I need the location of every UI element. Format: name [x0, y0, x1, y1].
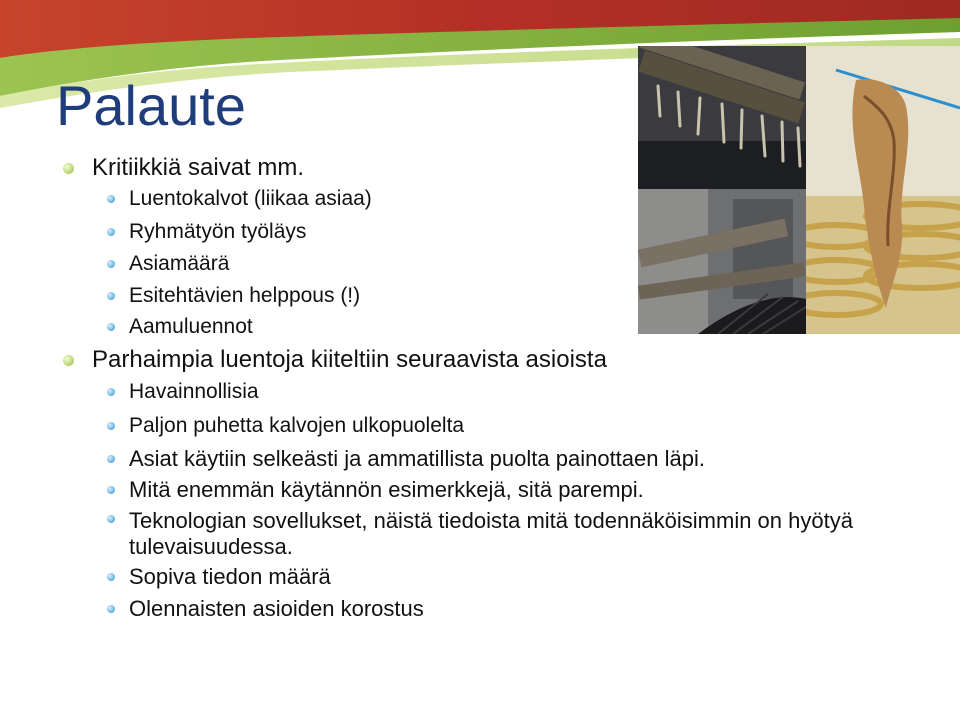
bullet-item: Sopiva tiedon määrä [129, 566, 331, 588]
bullet-item: Parhaimpia luentoja kiiteltiin seuraavista asioista [92, 348, 607, 372]
bullet-item: Asiat käytiin selkeästi ja ammatillista puolta painottaen läpi. [129, 448, 705, 470]
bullet-dot-icon [107, 292, 115, 300]
bullet-dot-icon [63, 355, 74, 366]
bullet-item: Ryhmätyön työläys [129, 221, 306, 242]
bullet-item: Asiamäärä [129, 253, 229, 274]
bullet-item: Luentokalvot (liikaa asiaa) [129, 188, 372, 209]
bullet-dot-icon [107, 605, 115, 613]
bullet-item: Havainnollisia [129, 381, 259, 402]
bullet-dot-icon [107, 573, 115, 581]
bullet-item: Olennaisten asioiden korostus [129, 598, 424, 620]
bullet-dot-icon [107, 228, 115, 236]
bullet-dot-icon [107, 260, 115, 268]
bullet-dot-icon [63, 163, 74, 174]
bullet-item: Paljon puhetta kalvojen ulkopuolelta [129, 415, 464, 436]
bullet-dot-icon [107, 323, 115, 331]
bullet-item: Esitehtävien helppous (!) [129, 285, 360, 306]
bullet-dot-icon [107, 422, 115, 430]
bullet-item: Aamuluennot [129, 316, 253, 337]
bullet-dot-icon [107, 388, 115, 396]
bullet-item: Teknologian sovellukset, näistä tiedoista mitä todennäköisimmin on hyötyä tulevaisuudessa. [129, 508, 859, 560]
bullet-dot-icon [107, 195, 115, 203]
bullet-item: Kritiikkiä saivat mm. [92, 156, 304, 180]
bullet-dot-icon [107, 486, 115, 494]
bullet-item: Mitä enemmän käytännön esimerkkejä, sitä parempi. [129, 479, 644, 501]
bullet-dot-icon [107, 455, 115, 463]
bullet-dot-icon [107, 515, 115, 523]
slide-title: Palaute [56, 74, 246, 137]
